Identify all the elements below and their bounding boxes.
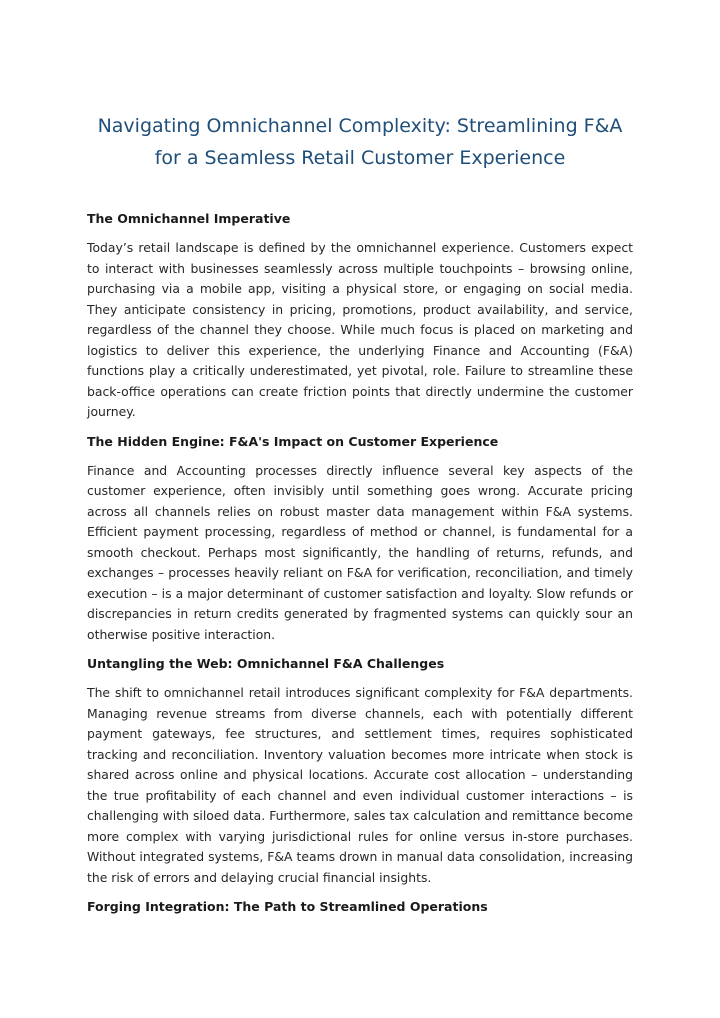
- title-line-2: for a Seamless Retail Customer Experience: [154, 147, 566, 169]
- section-heading-omnichannel-imperative: The Omnichannel Imperative: [87, 211, 291, 226]
- section-heading-untangling-the-web: Untangling the Web: Omnichannel F&A Challenges: [87, 656, 445, 671]
- section-heading-hidden-engine: The Hidden Engine: F&A's Impact on Customer Experience: [87, 433, 499, 449]
- document-title: [60, 110, 660, 174]
- section-heading-forging-integration: Forging Integration: The Path to Streamlined Operations: [87, 899, 488, 914]
- title-line-1: Navigating Omnichannel Complexity: Streamlining F&A: [97, 115, 623, 137]
- section-paragraph-omnichannel-imperative: Today’s retail landscape is defined by the omnichannel experience. Customers expect to interact with businesses seamlessly across multiple touchpoints – browsing online, purchasing via a mobile app, visiting a physical store, or engaging on social media. They anticipate consistency in pricing, promotions, product availability, and service, regardless of the channel they choose. While much focus is placed on marketing and logistics to deliver this experience, the underlying Finance and Accounting (F&A) functions play a critically underestimated, yet pivotal, role. Failure to streamline these back-office operations can create friction points that directly undermine the customer journey.: [87, 240, 633, 419]
- section-paragraph-untangling-the-web: The shift to omnichannel retail introduces significant complexity for F&A departments. Managing revenue streams from diverse channels, each with potentially different payment gateways, fee structures, and settlement times, requires sophisticated tracking and reconciliation. Inventory valuation becomes more intricate when stock is shared across online and physical locations. Accurate cost allocation – understanding the true profitability of each channel and even individual customer interactions – is challenging with siloed data. Furthermore, sales tax calculation and remittance become more complex with varying jurisdictional rules for online versus in-store purchases. Without integrated systems, F&A teams drown in manual data consolidation, increasing the risk of errors and delaying crucial financial insights.: [87, 685, 633, 885]
- document-body: [87, 209, 633, 926]
- section-paragraph-hidden-engine: Finance and Accounting processes directly influence several key aspects of the customer experience, often invisibly until something goes wrong. Accurate pricing across all channels relies on robust master data management within F&A systems. Efficient payment processing, regardless of method or channel, is fundamental for a smooth checkout. Perhaps most significantly, the handling of returns, refunds, and exchanges – processes heavily reliant on F&A for verification, reconciliation, and timely execution – is a major determinant of customer satisfaction and loyalty. Slow refunds or discrepancies in return credits generated by fragmented systems can quickly sour an otherwise positive interaction.: [87, 462, 633, 642]
